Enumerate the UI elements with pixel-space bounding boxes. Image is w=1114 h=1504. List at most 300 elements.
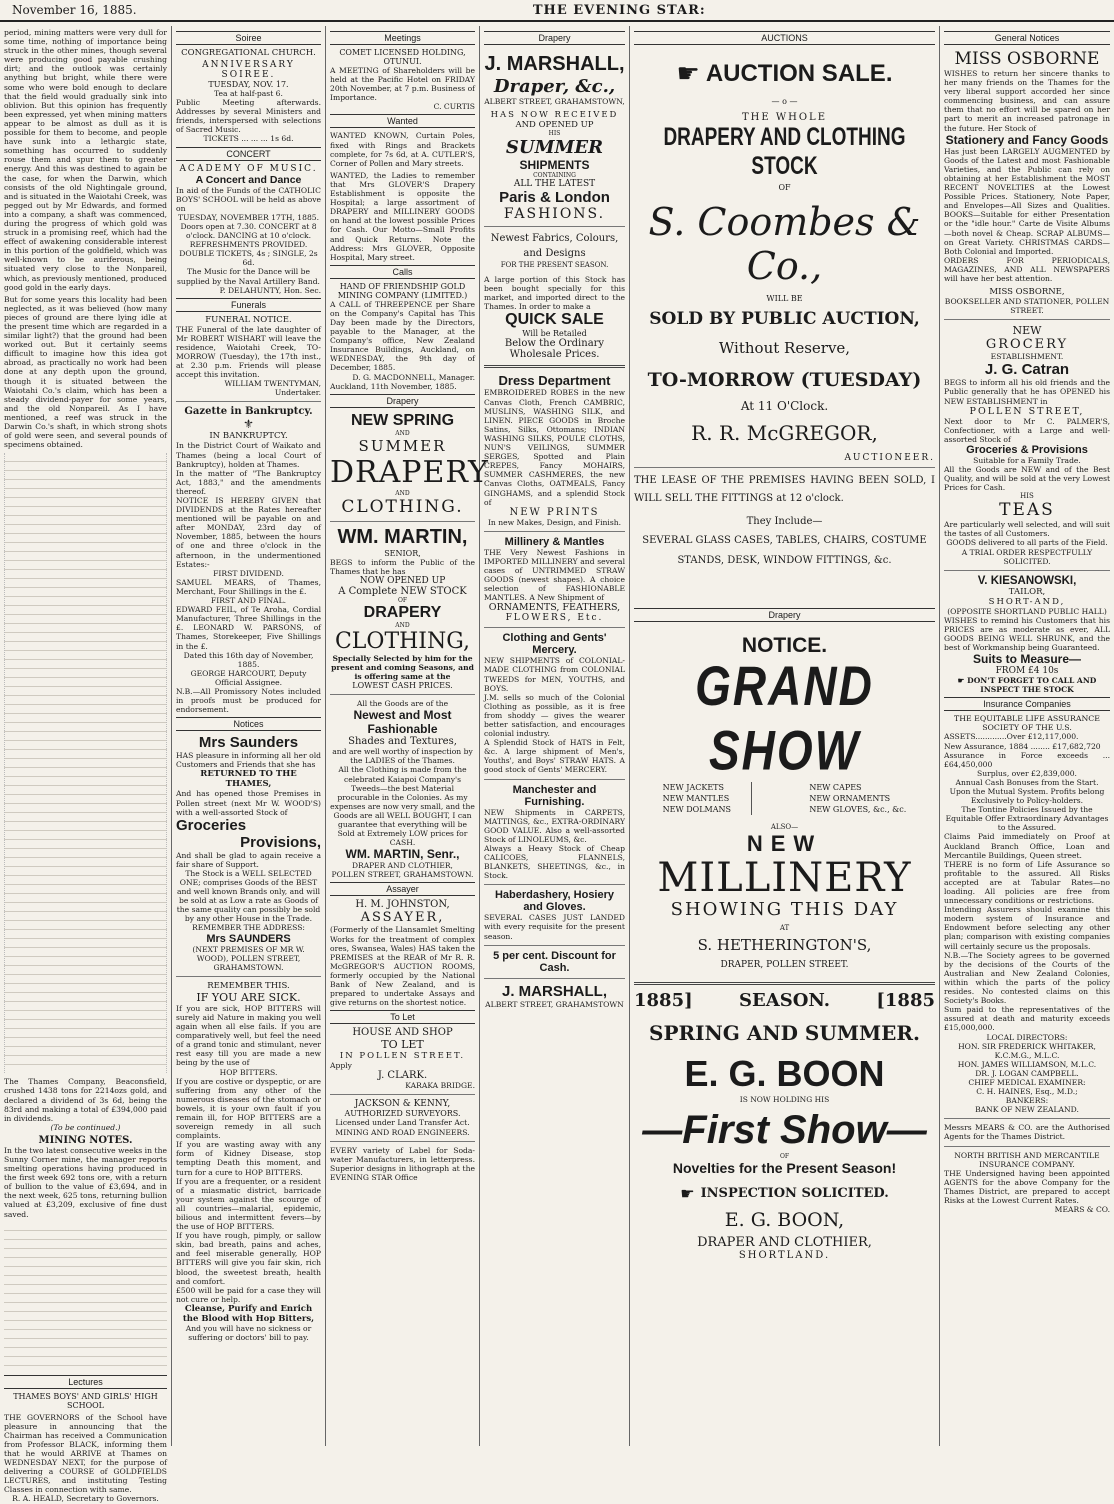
clothing-text3: A Splendid Stock of HATS in Felt, &c. A large shipment of Men's, Youths', and Boys' STRAW HATS. A good stock of Gents' MERCERY. bbox=[484, 738, 625, 775]
drapery-label: DRAPERY bbox=[330, 454, 489, 490]
stationery-fancy: Stationery and Fancy Goods bbox=[945, 132, 1109, 147]
large-portion: A large portion of this Stock has been bought specially for this market, and imported direct to the Thames. In order to make a bbox=[484, 275, 625, 312]
concert-refreshments: REFRESHMENTS PROVIDED. bbox=[189, 240, 308, 250]
right-items bbox=[809, 782, 906, 815]
martin-sign2: DRAPER AND CLOTHIER, bbox=[352, 861, 453, 871]
divider bbox=[484, 779, 625, 780]
and-opened: AND OPENED UP bbox=[515, 120, 594, 131]
newest-fashionable: Newest and Most Fashionable bbox=[353, 708, 452, 737]
calls-text: A CALL of THREEPENCE per Share on the Company's Capital has This Day been made by the Directors, payable to the Manager, at the Company's office, New Zealand Insurance Buildings, Auckland, on WEDNESDAY, the 9th day of December, 1885. bbox=[330, 299, 475, 373]
item-dolmans: NEW DOLMANS bbox=[662, 805, 731, 814]
wm-martin-title: WM. MARTIN, bbox=[337, 525, 468, 548]
issue-date: November 16, 1885. bbox=[12, 3, 137, 17]
divider bbox=[944, 1118, 1110, 1119]
hop-remember: REMEMBER THIS. bbox=[207, 980, 290, 991]
divider bbox=[176, 976, 321, 977]
drapery-heading: Drapery bbox=[634, 608, 935, 622]
summer-label: SUMMER bbox=[505, 137, 604, 159]
osborne-sign: MISS OSBORNE, bbox=[989, 287, 1065, 298]
trial-order: A TRIAL ORDER RESPECTFULLY SOLICITED. bbox=[961, 547, 1093, 566]
divider bbox=[484, 226, 625, 227]
catran-name: J. G. Catran bbox=[984, 361, 1070, 379]
hop-cleanse: Cleanse, Purify and Enrich the Blood with Hop Bitters, bbox=[182, 1303, 315, 1324]
groceries-provisions: Groceries & Provisions bbox=[966, 443, 1088, 456]
assets-line: ASSETS.............Over £12,117,000. bbox=[944, 732, 1079, 742]
clothing-label-2: CLOTHING, bbox=[334, 628, 471, 654]
column-2 bbox=[172, 26, 326, 1446]
osborne-address: BOOKSELLER AND STATIONER, POLLEN STREET. bbox=[944, 297, 1110, 316]
mining-engineers: MINING AND ROAD ENGINEERS. bbox=[335, 1127, 470, 1137]
saunders-title: Mrs Saunders bbox=[198, 734, 299, 752]
coat-of-arms-icon: ⚜ bbox=[243, 417, 254, 432]
claims-text: Claims Paid immediately on Proof at Auckland Branch Office, Loan and Mercantile Buildings, Queen street. bbox=[944, 832, 1110, 860]
surplus-line: Surplus, over £2,839,000. bbox=[977, 768, 1077, 778]
wanted-ad-1: WANTED KNOWN, Curtain Poles, fixed with Rings and Brackets complete, for 7s 6d, at A. CUTLER'S, Corner of Pollen and Mary streets. bbox=[330, 131, 475, 168]
his-label: HIS bbox=[1020, 492, 1034, 501]
shortland-label: SHORTLAND. bbox=[738, 1250, 831, 1261]
item-capes: NEW CAPES bbox=[809, 783, 862, 792]
marshall-sign: J. MARSHALL, bbox=[502, 982, 607, 1000]
saunders-returned: RETURNED TO THE THAMES, bbox=[200, 769, 297, 790]
tontine-text: The Tontine Policies Issued by the Equitable Offer Extraordinary Advantages to the Assured. bbox=[945, 805, 1109, 833]
new-label: NEW bbox=[746, 831, 823, 856]
at-label: AT bbox=[779, 924, 790, 932]
concert-music: The Music for the Dance will be supplied by the Naval Artillery Band. bbox=[177, 267, 320, 286]
funerals-heading: Funerals bbox=[176, 298, 321, 312]
complete-stock: A Complete NEW STOCK bbox=[338, 585, 467, 597]
at-11-oclock: At 11 O'Clock. bbox=[740, 399, 829, 413]
hop-text: If you are sick, HOP BITTERS will surely aid Nature in making you well again when all else fails. If you are comparatively well, but feel the need of a grand tonic and stimulant, never rest easy till you are made a new being by the use of bbox=[176, 1003, 321, 1068]
final-dividend: FIRST AND FINAL. bbox=[210, 596, 287, 606]
masthead bbox=[0, 0, 1114, 22]
martin-text2: Specially Selected by him for the present and coming Seasons, and is offering same at the bbox=[331, 653, 474, 682]
martin-text: BEGS to inform the Public of the Thames that he has bbox=[330, 557, 475, 576]
quick-sale: QUICK SALE bbox=[505, 311, 604, 329]
separator: — o — bbox=[771, 97, 798, 106]
concert-text: In aid of the Funds of the CATHOLIC BOYS' SCHOOL will be held as above on bbox=[176, 185, 321, 213]
fittings-list: SEVERAL GLASS CASES, TABLES, CHAIRS, COSTUME STANDS, DESK, WINDOW FITTINGS, &c. bbox=[642, 535, 927, 566]
saunders-name: Mrs SAUNDERS bbox=[206, 932, 291, 945]
north-british-text: THE Undersigned having been appointed AGENTS for the above Company for the Thames District, are prepared to accept Risks at the Lowest Current Rates. bbox=[944, 1168, 1110, 1205]
saunders-text3: And shall be glad to again receive a fair share of Support. bbox=[176, 850, 321, 869]
of-label-2: OF bbox=[779, 1153, 790, 1160]
fashions-label: FASHIONS. bbox=[503, 206, 606, 223]
inspection-banner bbox=[634, 1184, 935, 1203]
from-price: FROM £4 10s bbox=[995, 666, 1059, 677]
saunders-address: (NEXT PREMISES OF MR W. WOOD), POLLEN STREET, GRAHAMSTOWN. bbox=[192, 944, 305, 972]
assayer-text: (Formerly of the Llansamlet Smelting Works for the treatment of complex ores, Swansea, Wales) HAS taken the PREMISES at the REAR of Mr R. R. McGREGOR'S AUCTION ROOMS, formerly occupied by the National Bank of New Zealand, and is prepared to undertake Assays and give returns on the shortest notice. bbox=[330, 925, 475, 1008]
divider bbox=[634, 467, 935, 468]
clothing-label: CLOTHING. bbox=[341, 496, 464, 517]
haberdashery: Haberdashery, Hosiery and Gloves. bbox=[494, 889, 615, 914]
concert-sign: P. DELAHUNTY, Hon. Sec. bbox=[219, 285, 321, 295]
hop-bitters: HOP BITTERS. bbox=[219, 1067, 278, 1077]
of-label: OF bbox=[397, 596, 408, 604]
spacer bbox=[634, 571, 935, 605]
novelties: Novelties for the Present Season! bbox=[672, 1160, 897, 1176]
catran-text3: All the Goods are NEW and of the Best Quality, and will be sold at the very Lowest Prices for Cash. bbox=[944, 465, 1111, 493]
divider bbox=[330, 1141, 475, 1142]
saunders-text: HAS pleasure in informing all her old Customers and Friends that she has bbox=[176, 751, 321, 770]
director-1: HON. SIR FREDERICK WHITAKER, K.C.M.G., M.L.C. bbox=[958, 1041, 1096, 1060]
johnston-name: H. M. JOHNSTON, bbox=[355, 899, 450, 911]
hop-reward: £500 will be paid for a case they will not cure or help. bbox=[176, 1285, 321, 1304]
mcgregor-name: R. R. McGREGOR, bbox=[691, 421, 878, 445]
martin-text3: All the Goods are of the bbox=[356, 699, 449, 709]
retailed-label: Will be Retailed bbox=[522, 329, 587, 339]
clothing-text: NEW SHIPMENTS of COLONIAL-MADE CLOTHING from COLONIAL TWEEDS for MEN, YOUTHS, and BOYS. bbox=[484, 656, 625, 693]
teas-text: Are particularly well selected, and will suit the tastes of all Customers. bbox=[944, 520, 1110, 539]
assayer-title: ASSAYER, bbox=[360, 910, 445, 926]
divider bbox=[634, 982, 935, 985]
assurance-force: Assurance in Force exceeds ... £64,450,000 bbox=[944, 750, 1110, 769]
label-printing-ad: EVERY variety of Label for Soda-water Manufacturers, in letterpress. Superior designs in lithograph at the EVENING STAR Office bbox=[330, 1145, 475, 1182]
lease-text: THE LEASE OF THE PREMISES HAVING BEEN SOLD, I WILL SELL THE FITTINGS at 12 o'clock. bbox=[634, 475, 935, 504]
hop-text5: If you have rough, pimply, or sallow skin, bad breath, pains and aches, and feel miserable generally, HOP BITTERS will give you fair skin, rich blood, the sweetest breath, health and comfort. bbox=[176, 1231, 321, 1286]
meetings-heading: Meetings bbox=[330, 31, 475, 45]
soiree-heading: Soiree bbox=[176, 31, 321, 45]
bankruptcy-sign: GEORGE HARCOURT, Deputy Official Assignee. bbox=[190, 668, 307, 687]
wanted-ad-2: WANTED, the Ladies to remember that Mrs GLOVER'S Drapery Establishment is opposite the Hospital; a large assortment of DRAPERY and MILLINERY GOODS on hand at the lowest possible Prices for Cash. Our Motto—Small Profits and Quick Returns. Note the Address: Mrs GLOVER, Opposite Hospital, Mary street. bbox=[330, 170, 475, 262]
auctioneer-label: AUCTIONEER. bbox=[844, 453, 935, 463]
calls-sign: D. G. MACDONNELL, Manager. bbox=[352, 372, 475, 382]
divider bbox=[484, 627, 625, 628]
first-dividend: FIRST DIVIDEND. bbox=[213, 568, 284, 578]
to-let: TO LET bbox=[381, 1038, 424, 1052]
drapery-label-2: DRAPERY bbox=[363, 603, 442, 621]
mining-notes-title: MINING NOTES. bbox=[38, 1134, 133, 1146]
albert-street-2: ALBERT STREET, GRAHAMSTOWN bbox=[485, 999, 624, 1009]
medical-examiner: C. H. HAINES, Esq., M.D.; bbox=[976, 1087, 1078, 1097]
dress-text: EMBROIDERED ROBES in the new Canvas Cloth, French CAMBRIC, MUSLINS, WASHING SILK, and LINEN. PIECE GOODS in Broche Satins, Silks, Ottomans; INDIAN WASHING SILKS, POULE CLOTHS, NUN'S VEILINGS, SUMMER SERGES, Spotted and Plain CREPES, Fancy MOHAIRS, SUMMER CASHMERES, the new Canvas Cloths, OATMEALS, Fancy GINGHAMS, and a splendid Stock of bbox=[484, 388, 625, 507]
tomorrow-tuesday: TO-MORROW (TUESDAY) bbox=[647, 369, 922, 391]
soiree-text: Public Meeting afterwards. Addresses by several Ministers and friends, interspersed with selections of Sacred Music. bbox=[176, 98, 321, 135]
divider bbox=[484, 365, 625, 368]
concert-doors: Doors open at 7.30. CONCERT at 8 o'clock. DANCING at 10 o'clock. bbox=[180, 221, 317, 241]
shades-textures: Shades and Textures, bbox=[348, 736, 457, 748]
notices-heading: Notices bbox=[176, 717, 321, 731]
bankruptcy-dated: Dated this 16th day of November, 1885. bbox=[183, 650, 314, 669]
new-label: NEW bbox=[1012, 324, 1042, 338]
concert-date: TUESDAY, NOVEMBER 17TH, 1885. bbox=[177, 212, 320, 222]
sum-paid: Sum paid to the representatives of the assured at death and maturity exceeds £15,000,000. bbox=[944, 1005, 1110, 1033]
season-year-left: 1885] bbox=[634, 990, 693, 1011]
item-ornaments: NEW ORNAMENTS bbox=[809, 794, 891, 803]
will-be: WILL BE bbox=[766, 294, 803, 303]
below-wholesale: Below the Ordinary Wholesale Prices. bbox=[504, 338, 605, 361]
equitable-title: THE EQUITABLE LIFE ASSURANCE SOCIETY OF THE U.S. bbox=[954, 714, 1100, 733]
soiree-tea: Tea at half-past 6. bbox=[214, 89, 283, 98]
groceries-label: Groceries bbox=[176, 816, 247, 834]
pollen-street: POLLEN STREET, bbox=[969, 405, 1085, 417]
grand-show-items bbox=[634, 782, 935, 815]
column-3 bbox=[326, 26, 489, 1446]
summer-label: SUMMER bbox=[358, 436, 447, 455]
has-received: HAS NOW RECEIVED bbox=[490, 110, 619, 121]
item-mantles: NEW MANTLES bbox=[662, 794, 730, 803]
martin-sign: WM. MARTIN, Senr., bbox=[345, 847, 460, 862]
osborne-title: MISS OSBORNE bbox=[954, 49, 1100, 69]
lowest-prices: LOWEST CASH PRICES. bbox=[352, 681, 453, 691]
concert-subtitle: A Concert and Dance bbox=[195, 173, 302, 186]
clothing-text2: J.M. sells so much of the Colonial Clothing as possible, as it is free from shoddy — gives the wearer better satisfaction, and encourages colonial industry. bbox=[484, 692, 625, 739]
clothing-mercery: Clothing and Gents' Mercery. bbox=[502, 632, 607, 657]
soiree-subtitle: ANNIVERSARY SOIREE. bbox=[202, 60, 295, 80]
there-text: THERE is no form of Life Assurance so profitable to the assured. All Risks accepted are at Tabular Rates—no loading. All policies are free from unnecessary conditions or restrictions. bbox=[944, 859, 1110, 906]
meeting-title: COMET LICENSED HOLDING, OTUNUI. bbox=[339, 48, 466, 66]
hop-title: IF YOU ARE SICK. bbox=[196, 990, 301, 1004]
manchester-text2: Always a Heavy Stock of Cheap CALICOES, FLANNELS, BLANKETS, SHEETINGS, &c., in Stock. bbox=[484, 843, 625, 881]
to-be-continued: (To be continued.) bbox=[50, 1122, 121, 1132]
article-text-b: But for some years this locality had been neglected, as it was believed (how many pieces of ground are there lying idle at the present time which are regarded in a similar light?) that the ground had been worked out. But it certainly seems difficult to imagine how this idea got abroad, as practically no work had been done at any depth upon the ground, though it is situated between the Waiotahi Co.'s claim, which has been a steady dividend-payer for some years, and the old Nonpareil. As I have mentioned, a reef was struck in the Darwin Co.'s shaft, in which strong shots of gold were seen, and several pounds of specimens obtained. bbox=[4, 294, 167, 450]
now-holding: IS NOW HOLDING HIS bbox=[739, 1095, 830, 1104]
mining-notes-continuation bbox=[4, 1222, 167, 1372]
new-prints: NEW PRINTS bbox=[509, 506, 600, 518]
notice-title: NOTICE. bbox=[741, 634, 828, 657]
bankruptcy-matter: In the matter of "The Bankruptcy Act, 1883," and the amendments thereof. bbox=[176, 468, 321, 496]
first-show: —First Show— bbox=[642, 1108, 927, 1152]
calls-date: Auckland, 11th November, 1885. bbox=[330, 381, 457, 391]
director-3: DR. J. LOGAN CAMPBELL. bbox=[975, 1068, 1079, 1078]
divider bbox=[176, 401, 321, 402]
tailor-label: TAILOR, bbox=[1008, 586, 1046, 597]
concert-title: ACADEMY OF MUSIC. bbox=[179, 163, 318, 174]
article-text-c: The Thames Company, Beaconsfield, crushed 1438 tons for 2214ozs gold, and declared a dividend of 3s 6d, being the 83rd and making a total of £394,000 paid in dividends. bbox=[4, 1077, 167, 1123]
saunders-stock: The Stock is a WELL SELECTED ONE; comprises Goods of the BEST and well known Brands only, and will be sold at as Low a rate as Goods of the same quality can possibly be sold by any other House in the Trade. bbox=[176, 868, 321, 924]
auction-sale-banner bbox=[634, 59, 935, 89]
jackson-kenny: JACKSON & KENNY, bbox=[354, 1099, 451, 1110]
inspection-solicited: INSPECTION SOLICITED. bbox=[700, 1186, 889, 1201]
his-label: HIS bbox=[548, 130, 561, 138]
pointing-hand-icon: ☛ bbox=[680, 1184, 695, 1203]
catran-text: BEGS to inform all his old friends and the Public generally that he has OPENED his NEW ESTABLISHMENT in bbox=[944, 378, 1110, 406]
draper-label: Draper, &c., bbox=[493, 76, 616, 97]
item-gloves: NEW GLOVES, &c., &c. bbox=[809, 805, 907, 814]
martin-text5: All the Clothing is made from the celebrated Kaiapoi Company's Tweeds—the best Material procurable in the Colonies. As my expenses are now very small, and the Goods are all WELL BOUGHT, I can guarantee that everything will be Sold at Extremely LOW prices for CASH. bbox=[330, 765, 475, 848]
saunders-remember: REMEMBER THE ADDRESS: bbox=[191, 923, 305, 933]
manchester-furnishing: Manchester and Furnishing. bbox=[512, 783, 597, 808]
auctions-heading: AUCTIONS bbox=[634, 31, 935, 45]
grocery-title: GROCERY bbox=[985, 337, 1069, 353]
soiree-title: CONGREGATIONAL CHURCH. bbox=[181, 48, 316, 58]
manchester-text: NEW Shipments in CARPETS, MATTINGS, &c., EXTRA-ORDINARY GOOD VALUE. Also a well-assorted Stock of LINOLEUMS, &c. bbox=[484, 807, 625, 844]
suits-to-measure: Suits to Measure— bbox=[972, 652, 1082, 667]
concert-tickets: DOUBLE TICKETS, 4s ; SINGLE, 2s 6d. bbox=[179, 249, 318, 268]
without-reserve: Without Reserve, bbox=[718, 339, 851, 357]
marshall-title: J. MARSHALL, bbox=[484, 53, 625, 75]
all-latest: ALL THE LATEST bbox=[513, 179, 596, 190]
lecture-title: THAMES BOYS' AND GIRLS' HIGH SCHOOL bbox=[13, 1391, 158, 1410]
nb-text: N.B.—The Society agrees to be governed by the decisions of the Courts of the Australian and New Zealand Colonies, within which the parts of the policy resides. No contested claims on this Society's Books. bbox=[944, 950, 1110, 1006]
pointing-hand-icon: ☛ bbox=[676, 59, 700, 89]
of-label: OF bbox=[778, 183, 791, 192]
bank-name: BANK OF NEW ZEALAND. bbox=[975, 1105, 1079, 1115]
short-and-label: SHORT-AND, bbox=[988, 596, 1066, 607]
meeting-text: A MEETING of Shareholders will be held at the Pacific Hotel on FRIDAY 20th November, at 7 p.m. Business of Importance. bbox=[330, 66, 475, 103]
lecture-sign: R. A. HEALD, Secretary to Governors. bbox=[12, 1494, 159, 1504]
general-notices-heading: General Notices bbox=[944, 31, 1110, 45]
for-season: FOR THE PRESENT SEASON. bbox=[500, 261, 609, 270]
osborne-text: WISHES to return her sincere thanks to her many friends on the Thames for the very liberal support accorded her since commencing business, and can assure them that no effort will be spared on her part to merit an increased patronage in the future. Her Stock of bbox=[944, 69, 1110, 133]
the-whole: THE WHOLE bbox=[741, 112, 827, 123]
and-label: AND bbox=[395, 429, 410, 437]
establishment-label: ESTABLISHMENT. bbox=[990, 352, 1064, 362]
ornaments-feathers: ORNAMENTS, FEATHERS, bbox=[488, 602, 621, 614]
calls-title: HAND OF FRIENDSHIP GOLD MINING COMPANY (LIMITED.) bbox=[337, 281, 468, 300]
bankruptcy-title: IN BANKRUPTCY. bbox=[209, 431, 288, 442]
divider bbox=[944, 570, 1110, 571]
drapery-stock: DRAPERY AND CLOTHING STOCK bbox=[663, 124, 906, 181]
funeral-sign: WILLIAM TWENTYMAN, Undertaker. bbox=[224, 379, 321, 398]
hetherington-name: S. HETHERINGTON'S, bbox=[697, 936, 872, 954]
and-label: AND bbox=[395, 489, 410, 497]
surveyors: AUTHORIZED SURVEYORS. bbox=[344, 1109, 461, 1119]
soiree-date: TUESDAY, NOV. 17. bbox=[208, 80, 289, 89]
divider bbox=[484, 531, 625, 532]
paris-london: Paris & London bbox=[499, 189, 610, 207]
sold-public-auction: SOLD BY PUBLIC AUCTION, bbox=[649, 309, 920, 329]
discount-label: 5 per cent. Discount for Cash. bbox=[493, 949, 616, 974]
dont-forget bbox=[944, 676, 1110, 694]
meeting-sign: C. CURTIS bbox=[433, 102, 475, 112]
column-1-article bbox=[0, 26, 172, 1504]
dont-forget-text: DON'T FORGET TO CALL AND INSPECT THE STOCK bbox=[967, 676, 1097, 695]
haberdashery-text: SEVERAL CASES JUST LANDED with every requisite for the present season. bbox=[484, 913, 625, 941]
hop-text4: If you are a frequenter, or a resident of a miasmatic district, barricade your system against the scourge of all countries—malarial, epidemic, bilious and intermittent fevers—by the use of HOP BITTERS. bbox=[176, 1176, 321, 1232]
intending-text: Intending Assurers should examine this modern system of Insurance and Endowment before selecting any other plan; comparison with existing companies will certainly secure us the proposals. bbox=[944, 905, 1110, 951]
in-pollen: IN POLLEN STREET. bbox=[339, 1051, 466, 1062]
lecture-text: THE GOVERNORS of the School have pleasure in announcing that the Chairman has received a Communication from Professor BLACK, informing them that he would ARRIVE at Thames on WEDNESDAY NEXT, for the purpose of delivering a COURSE of GOLDFIELDS LECTURES, and instituting Testing Classes in connection with same. bbox=[4, 1412, 167, 1495]
dress-department: Dress Department bbox=[498, 373, 611, 389]
divider bbox=[944, 1146, 1110, 1147]
millinery-mantles: Millinery & Mantles bbox=[504, 535, 605, 548]
boon-title: E. G. BOON bbox=[684, 1053, 885, 1094]
apply-label: Apply bbox=[330, 1061, 352, 1071]
millinery-title: MILLINERY bbox=[657, 855, 912, 901]
chief-medical: CHIEF MEDICAL EXAMINER: bbox=[968, 1077, 1086, 1087]
hop-text3: If you are wasting away with any form of Kidney Disease, stop tempting Death this moment, and turn for a cure to HOP BITTERS. bbox=[176, 1140, 321, 1177]
paper-title: THE EVENING STAR: bbox=[532, 2, 706, 18]
column-4-marshall bbox=[480, 26, 630, 1446]
divider bbox=[484, 884, 625, 885]
martin-address: POLLEN STREET, GRAHAMSTOWN. bbox=[331, 870, 474, 880]
coombes-name: S. Coombes & Co., bbox=[648, 200, 921, 288]
insurance-heading: Insurance Companies bbox=[944, 697, 1110, 711]
clark-name: J. CLARK. bbox=[377, 1070, 428, 1082]
saunders-text2: And has opened those Premises in Pollen street (next Mr W. WOOD'S) with a well-assorted Stock of bbox=[176, 789, 321, 817]
bankruptcy-notice: NOTICE IS HEREBY GIVEN that DIVIDENDS at the Rates hereafter mentioned will be payable on and after MONDAY, 23rd day of November, 1885, between the hours of one and three o'clock in the afternoon, in the undermentioned Estates:- bbox=[176, 496, 321, 569]
drapery-heading: Drapery bbox=[484, 31, 625, 45]
pointing-hand-icon: ☛ bbox=[957, 676, 968, 686]
now-opened: NOW OPENED UP bbox=[359, 575, 446, 586]
boon-name: E. G. BOON, bbox=[724, 1209, 845, 1231]
osborne-text2: Has just been LARGELY AUGMENTED by Goods of the Latest and most Fashionable Varieties, and the Public can rely on obtaining at her Establishment the MOST RECENT NOVELTIES at the Lowest Possible Prices. Stationery, Note Paper, and Envelopes—All Sizes and Qualities. BOOKS—Suitable for either Presentation or the "idle hour." Carte de Visite Albums—both novel & Cheap. SCRAP ALBUMS—on Great Variety. CHRISTMAS CARDS—Both Colonial and Imported. bbox=[944, 146, 1110, 256]
kiesanowski-name: V. KIESANOWSKI, bbox=[977, 574, 1077, 587]
martin-text4: and are well worthy of inspection by the LADIES of the Thames. bbox=[332, 747, 473, 766]
boon-draper: DRAPER AND CLOTHIER, bbox=[697, 1235, 872, 1250]
divider bbox=[484, 945, 625, 946]
hop-end: And you will have no sickness or suffering or doctors' bill to pay. bbox=[185, 1323, 312, 1343]
annual-bonuses: Annual Cash Bonuses from the Start. Upon the Mutual System. Profits belong Exclusively to Policy-holders. bbox=[949, 777, 1105, 806]
showing-this-day: SHOWING THIS DAY bbox=[670, 899, 899, 920]
family-trade: Suitable for a Family Trade. bbox=[973, 455, 1081, 465]
divider bbox=[330, 1094, 475, 1095]
north-british-title: NORTH BRITISH AND MERCANTILE INSURANCE COMPANY. bbox=[954, 1150, 1100, 1169]
article-text-a: period, mining matters were very dull for some time, nothing of importance being struck in the other mines, though several were producing good payable crushing dirt; and the outlook was certainly anything but bright, while there were some who were bold enough to declare that the field would gradually sink into oblivion. But this opinion has frequently been expressed, yet when mining matters appear to be almost as dull as it is possible for them to become, and people have sunk into a lethargic state, something has occurred to suddenly rouse them and spur them to greater energy. And this was destined to again be the case, for when the Darwin, which consists of the old Nightingale ground, and is situated in the Waiotahi Creek, was pegged out by Mr Edwards, and formed into a company, a shaft was commenced, during the progress of which gold was struck in a promising reef, which had the effect of awakening considerable interest in this portion of the goldfield, which was well-known to be auriferous, being situated very close to the Nonpareil, which, as previously mentioned, produced good gold in the early days. bbox=[4, 28, 167, 292]
provisions-label: Provisions, bbox=[240, 833, 321, 851]
north-british-sign: MEARS & CO. bbox=[1054, 1205, 1110, 1215]
assayer-heading: Assayer bbox=[330, 882, 475, 896]
director-2: HON. JAMES WILLIAMSON, M.L.C. bbox=[957, 1059, 1097, 1069]
soiree-tickets: TICKETS ... ... ... 1s 6d. bbox=[203, 134, 294, 144]
new-assurance: New Assurance, 1884 ........ £17,682,720 bbox=[944, 741, 1101, 751]
bankers-label: BANKERS: bbox=[1005, 1096, 1049, 1106]
final-dividend-text: EDWARD FEIL, of Te Aroha, Cordial Manufacturer, Three Shillings in the £. LEONARD W. PARSONS, of Thames, Storekeeper, Five Shillings in the £. bbox=[176, 605, 321, 651]
bankruptcy-nb: N.B.—All Promissory Notes included in proofs must be produced for endorsement. bbox=[176, 686, 321, 715]
lectures-heading: Lectures bbox=[4, 1375, 167, 1389]
gazette-title: Gazette in Bankruptcy. bbox=[184, 406, 313, 418]
divider bbox=[330, 694, 475, 695]
grand-show: GRAND SHOW bbox=[695, 654, 874, 782]
goods-delivered: GOODS delivered to all parts of the Field. bbox=[946, 538, 1108, 548]
item-jackets: NEW JACKETS bbox=[662, 783, 724, 792]
new-spring: NEW SPRING bbox=[350, 411, 455, 429]
funeral-text: THE Funeral of the late daughter of Mr ROBERT WISHART will leave the residence, Waiotahi Creek, TO-MORROW (Tuesday), the 17th inst., at 2.30 p.m. Friends will please accept this invitation. bbox=[176, 324, 321, 380]
funeral-title: FUNERAL NOTICE. bbox=[205, 314, 292, 325]
newest-fabrics: Newest Fabrics, Colours, and Designs bbox=[490, 233, 619, 260]
they-include: They Include— bbox=[746, 516, 823, 527]
catran-text2: Next door to Mr C. PALMER'S, Confectioner, with a Large and well-assorted Stock of bbox=[944, 416, 1110, 444]
drapery-heading: Drapery bbox=[330, 394, 475, 408]
house-shop: HOUSE AND SHOP bbox=[352, 1027, 453, 1039]
hop-text2: If you are costive or dyspeptic, or are suffering from any other of the numerous diseases of the stomach or bowels, it is your own fault if you remain ill, for HOP BITTERS are a sovereign remedy in all such complaints. bbox=[176, 1076, 321, 1141]
season-year-right: [1885 bbox=[876, 990, 935, 1011]
divider bbox=[330, 521, 475, 522]
hetherington-address: DRAPER, POLLEN STREET. bbox=[720, 960, 849, 970]
concert-heading: CONCERT bbox=[176, 147, 321, 161]
to-let-heading: To Let bbox=[330, 1010, 475, 1024]
divider bbox=[944, 319, 1110, 320]
bankruptcy-text: In the District Court of Waikato and Thames (being a local Court of Bankruptcy), holden at Thames. bbox=[176, 441, 321, 469]
opposite-hall: (OPPOSITE SHORTLAND PUBLIC HALL) bbox=[947, 606, 1107, 616]
senior-label: SENIOR, bbox=[384, 548, 421, 558]
column-6-general bbox=[940, 26, 1114, 1446]
kiesanowski-text: WISHES to remind his Customers that his PRICES are as moderate as ever, ALL GOODS BEING WELL SHRUNK, and the best of Workmanship being Guaranteed. bbox=[944, 615, 1110, 653]
article-continuation bbox=[4, 453, 167, 1073]
auction-sale-title: AUCTION SALE. bbox=[705, 60, 893, 87]
shipments-label: SHIPMENTS bbox=[519, 158, 590, 173]
local-directors: LOCAL DIRECTORS: bbox=[986, 1032, 1068, 1042]
column-5-auctions bbox=[630, 26, 940, 1446]
first-dividend-text: SAMUEL MEARS, of Thames, Merchant, Four Shillings in the £. bbox=[176, 577, 321, 596]
flowers-label: FLOWERS, Etc. bbox=[505, 613, 604, 624]
albert-street: ALBERT STREET, GRAHAMSTOWN, bbox=[484, 97, 625, 106]
also-label: ALSO— bbox=[770, 823, 799, 831]
karaka-label: KARAKA BRIDGE. bbox=[405, 1081, 475, 1091]
teas-title: TEAS bbox=[999, 500, 1055, 521]
season-label: SEASON. bbox=[739, 990, 830, 1011]
left-items bbox=[663, 782, 752, 815]
prints-text: In new Makes, Design, and Finish. bbox=[487, 517, 622, 527]
calls-heading: Calls bbox=[330, 265, 475, 279]
wanted-heading: Wanted bbox=[330, 114, 475, 128]
licensed: Licensed under Land Transfer Act. bbox=[335, 1118, 470, 1128]
mears-agents: Messrs MEARS & CO. are the Authorised Agents for the Thames District. bbox=[944, 1123, 1110, 1142]
divider bbox=[484, 978, 625, 979]
osborne-text3: ORDERS FOR PERIODICALS, MAGAZINES, AND ALL NEWSPAPERS will have her best attention. bbox=[944, 255, 1110, 283]
season-banner bbox=[634, 990, 935, 1011]
spring-summer: SPRING AND SUMMER. bbox=[649, 1021, 920, 1045]
